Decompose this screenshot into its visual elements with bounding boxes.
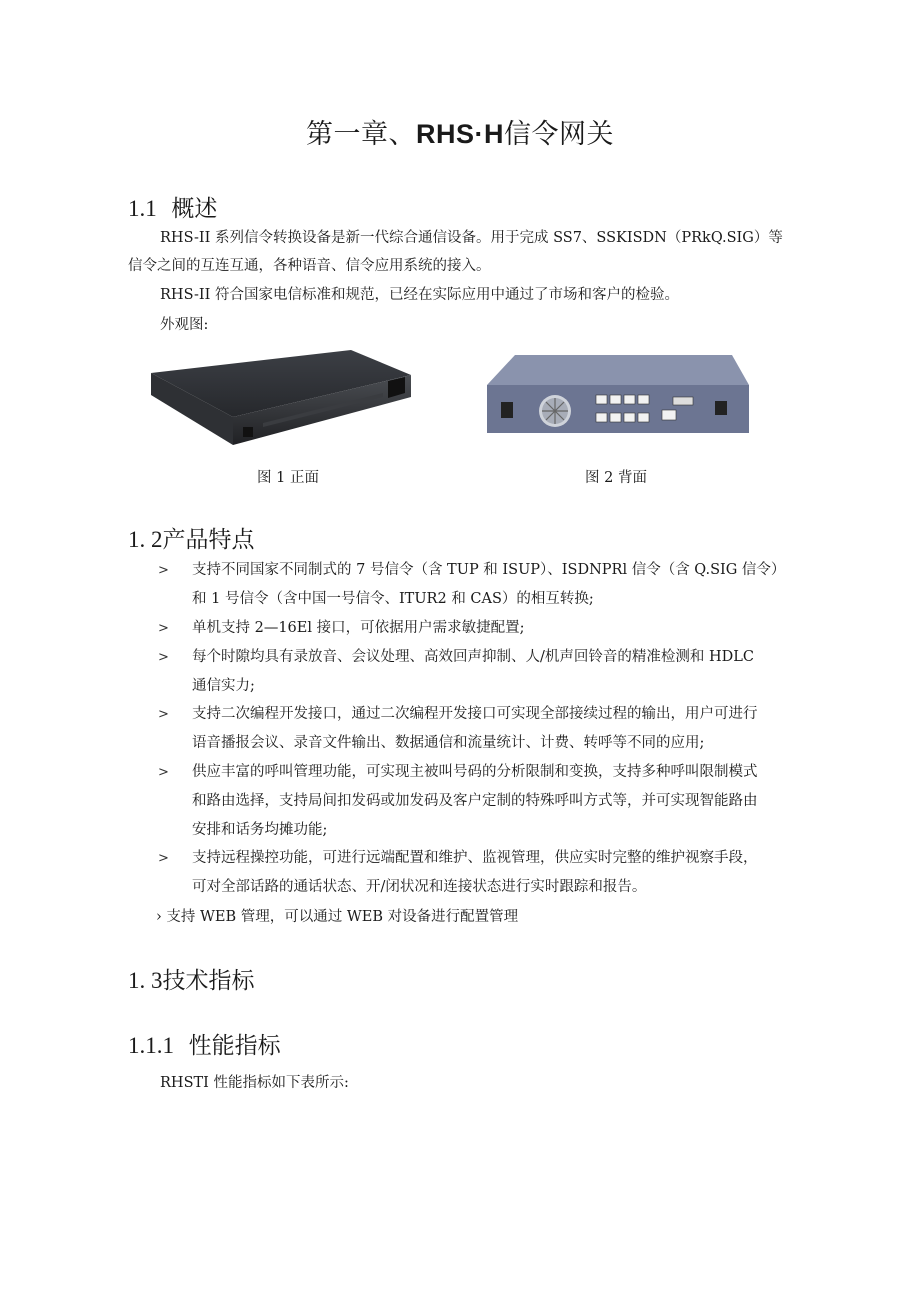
list-item-line: 语音播报会议、录音文件输出、数据通信和流量统计、计费、转呼等不同的应用; — [192, 735, 705, 751]
list-item-line: 支持远程操控功能，可进行远端配置和维护、监视管理，供应实时完整的维护视察手段， — [192, 850, 758, 866]
compliance-paragraph: RHS-II 符合国家电信标准和规范，已经在实际应用中通过了市场和客户的检验。 — [160, 287, 679, 303]
section-title: 概述 — [171, 196, 218, 222]
bullet-arrow-icon: > — [158, 765, 169, 780]
chapter-title-prefix: 第一章、 — [306, 119, 416, 150]
list-item-line: 单机支持 2—16El 接口，可依据用户需求敏捷配置; — [192, 620, 525, 636]
bullet-arrow-icon: > — [158, 650, 169, 665]
figure2-caption: 图 2 背面 — [585, 470, 647, 486]
section-number: 1. 3 — [128, 968, 163, 993]
section-number: 1. 2 — [128, 527, 163, 552]
appearance-label: 外观图: — [160, 317, 209, 333]
list-item-line: 通信实力; — [192, 678, 255, 694]
overview-paragraph-line2: 信令之间的互连互通，各种语音、信令应用系统的接入。 — [128, 258, 491, 274]
web-management-item: › 支持 WEB 管理，可以通过 WEB 对设备进行配置管理 — [156, 909, 519, 925]
section-heading-overview — [128, 190, 217, 223]
section-heading-features — [128, 521, 255, 554]
overview-paragraph-line1: RHS-II 系列信令转换设备是新一代综合通信设备。用于完成 SS7、SSKISDN（PRkQ.SIG）等 — [160, 230, 783, 246]
performance-intro: RHSTI 性能指标如下表所示: — [160, 1075, 349, 1091]
device-rear-image — [487, 355, 752, 435]
device-front-image — [143, 345, 415, 450]
chapter-title-product: RHS·H — [416, 119, 504, 149]
list-item-line: 支持不同国家不同制式的 7 号信令（含 TUP 和 ISUP）、ISDNPRl 信令（含 Q.SIG 信令） — [192, 562, 786, 578]
section-title: 技术指标 — [162, 968, 255, 994]
bullet-arrow-icon: > — [158, 621, 169, 636]
section-title: 产品特点 — [162, 527, 255, 553]
list-item-line: 和路由选择，支持局间扣发码或加发码及客户定制的特殊呼叫方式等，并可实现智能路由 — [192, 793, 758, 809]
chapter-title — [0, 112, 920, 151]
section-heading-specs — [128, 962, 255, 995]
list-item-line: 可对全部话路的通话状态、开/闭状况和连接状态进行实时跟踪和报告。 — [192, 879, 647, 895]
bullet-arrow-icon: > — [158, 851, 169, 866]
section-heading-performance — [128, 1027, 281, 1060]
section-number: 1.1 — [128, 196, 157, 221]
list-item-line: 供应丰富的呼叫管理功能，可实现主被叫号码的分析限制和变换，支持多种呼叫限制模式 — [192, 764, 758, 780]
figure1-caption: 图 1 正面 — [257, 470, 319, 486]
chapter-title-suffix: 信令网关 — [504, 119, 614, 150]
section-number: 1.1.1 — [128, 1033, 174, 1058]
bullet-arrow-icon: > — [158, 563, 169, 578]
list-item-line: 每个时隙均具有录放音、会议处理、高效回声抑制、人/机声回铃音的精准检测和 HDLC — [192, 649, 754, 665]
list-item-line: 安排和话务均摊功能; — [192, 822, 328, 838]
bullet-arrow-icon: > — [158, 707, 169, 722]
section-title: 性能指标 — [188, 1033, 281, 1059]
list-item-line: 和 1 号信令（含中国一号信令、ITUR2 和 CAS）的相互转换; — [192, 591, 594, 607]
list-item-line: 支持二次编程开发接口，通过二次编程开发接口可实现全部接续过程的输出，用户可进行 — [192, 706, 758, 722]
